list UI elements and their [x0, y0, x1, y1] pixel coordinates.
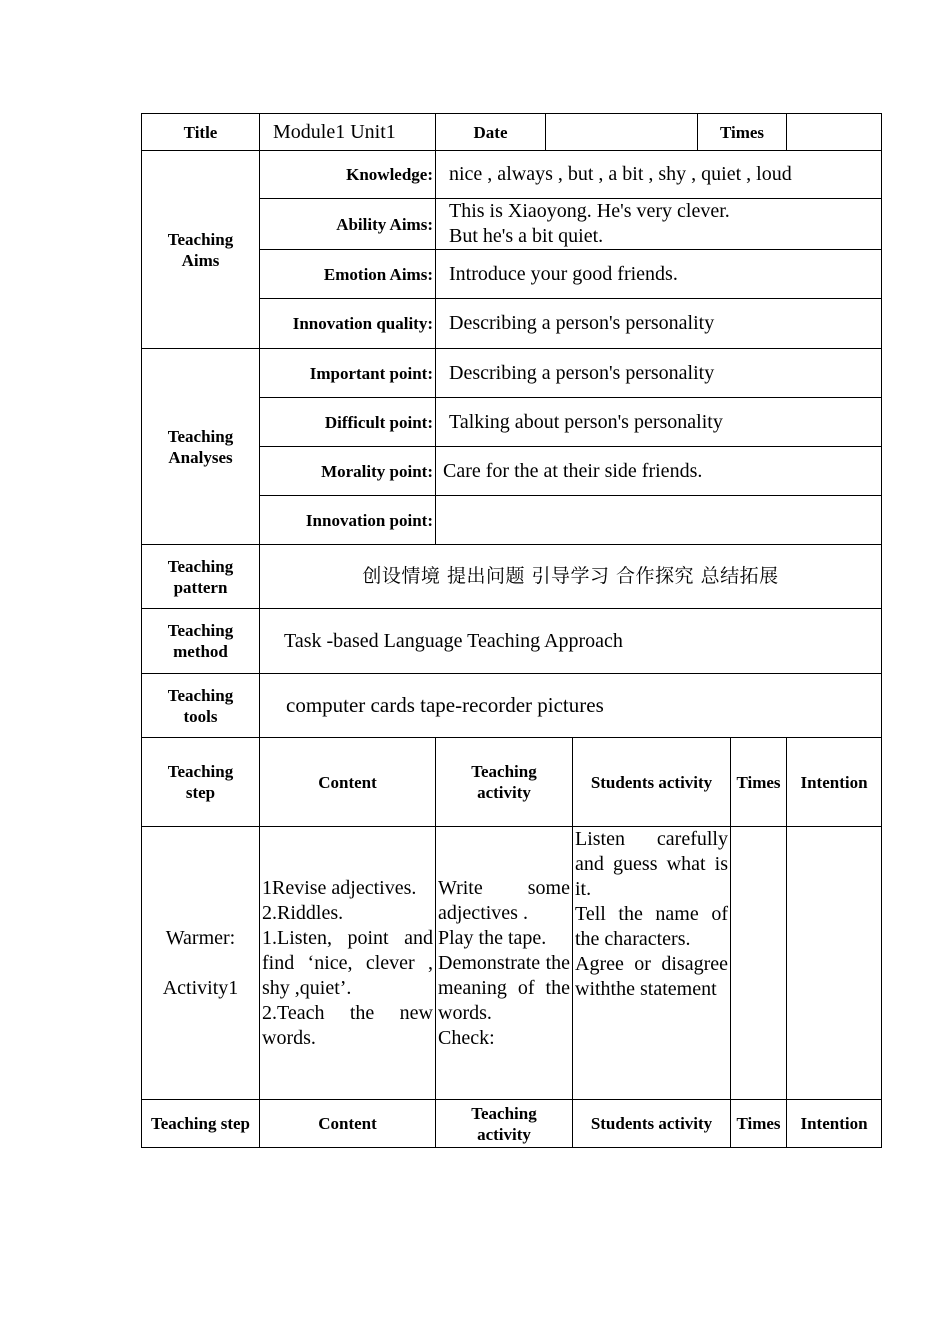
- students-cell: Listen carefully and guess what is it. Tell the name of the characters. Agree or disagree withthe statement: [573, 827, 731, 1100]
- important-point-label: Important point:: [260, 349, 436, 398]
- innovation-quality-value: Describing a person's personality: [436, 299, 882, 349]
- step-cell: Warmer: Activity1: [142, 827, 260, 1100]
- footer-intention-header: Intention: [787, 1100, 882, 1148]
- date-value: [546, 114, 698, 151]
- footer-header-row: [142, 1100, 882, 1148]
- steps-header-row: [142, 738, 882, 827]
- footer-students-header: Students activity: [573, 1100, 731, 1148]
- pattern-label: Teaching pattern: [142, 545, 260, 609]
- ability-aims-label: Ability Aims:: [260, 199, 436, 250]
- footer-activity-header: Teaching activity: [436, 1100, 573, 1148]
- innovation-point-value: [436, 496, 882, 545]
- method-row: [142, 609, 882, 674]
- students-header: Students activity: [573, 738, 731, 827]
- content-cell: 1Revise adjectives. 2.Riddles. 1.Listen, point and find ‘nice, clever , shy ,quiet’. 2.Teach the new words.: [260, 827, 436, 1100]
- knowledge-value: nice , always , but , a bit , shy , quiet , loud: [436, 151, 882, 199]
- emotion-aims-value: Introduce your good friends.: [436, 250, 882, 299]
- difficult-point-label: Difficult point:: [260, 398, 436, 447]
- knowledge-label: Knowledge:: [260, 151, 436, 199]
- times-value: [787, 114, 882, 151]
- morality-point-value: Care for the at their side friends.: [436, 447, 882, 496]
- pattern-value: 创设情境 提出问题 引导学习 合作探究 总结拓展: [260, 545, 882, 609]
- intention-header: Intention: [787, 738, 882, 827]
- pattern-row: [142, 545, 882, 609]
- times-label: Times: [698, 114, 787, 151]
- footer-times-header: Times: [731, 1100, 787, 1148]
- step-row: [142, 827, 882, 1100]
- morality-point-label: Morality point:: [260, 447, 436, 496]
- lesson-plan-table: [141, 113, 882, 1148]
- activity-cell: Write some adjectives . Play the tape. Demonstrate the meaning of the words. Check:: [436, 827, 573, 1100]
- intention-cell: [787, 827, 882, 1100]
- activity-header: Teaching activity: [436, 738, 573, 827]
- header-row: [142, 114, 882, 151]
- important-point-value: Describing a person's personality: [436, 349, 882, 398]
- content-header: Content: [260, 738, 436, 827]
- footer-step-header: Teaching step: [142, 1100, 260, 1148]
- tools-label: Teaching tools: [142, 674, 260, 738]
- method-label: Teaching method: [142, 609, 260, 674]
- times-header: Times: [731, 738, 787, 827]
- tools-row: [142, 674, 882, 738]
- innovation-point-label: Innovation point:: [260, 496, 436, 545]
- title-label: Title: [142, 114, 260, 151]
- ability-aims-value: This is Xiaoyong. He's very clever. But he's a bit quiet.: [436, 199, 882, 250]
- difficult-point-value: Talking about person's personality: [436, 398, 882, 447]
- tools-value: computer cards tape-recorder pictures: [260, 674, 882, 738]
- footer-content-header: Content: [260, 1100, 436, 1148]
- step-header: Teaching step: [142, 738, 260, 827]
- innovation-quality-label: Innovation quality:: [260, 299, 436, 349]
- method-value: Task -based Language Teaching Approach: [260, 609, 882, 674]
- aims-label: Teaching Aims: [142, 151, 260, 349]
- date-label: Date: [436, 114, 546, 151]
- emotion-aims-label: Emotion Aims:: [260, 250, 436, 299]
- analyses-label: Teaching Analyses: [142, 349, 260, 545]
- times-cell: [731, 827, 787, 1100]
- title-value: Module1 Unit1: [260, 114, 436, 151]
- analyses-row: [142, 349, 882, 398]
- aims-row: [142, 151, 882, 199]
